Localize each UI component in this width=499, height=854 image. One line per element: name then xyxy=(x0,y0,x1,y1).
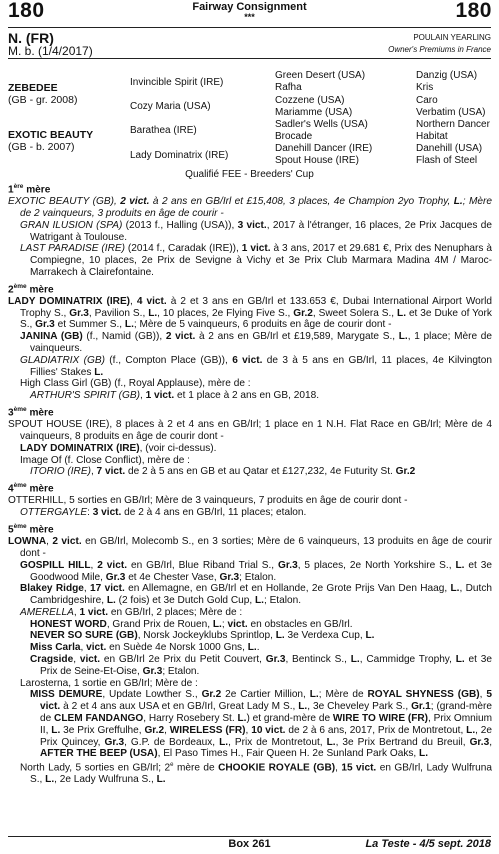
gen4-item: Kris xyxy=(416,82,434,93)
paragraph: OTTERHILL, 5 sorties en GB/Irl; Mère de 3 vainqueurs, 7 produits en âge de courir dont - xyxy=(8,495,408,507)
lot-number-left: 180 xyxy=(8,0,45,22)
gen3-item: Rafha xyxy=(275,82,302,93)
header-rule xyxy=(8,27,491,28)
consignor-stars: *** xyxy=(244,12,255,22)
sale-type: POULAIN YEARLING xyxy=(413,33,491,42)
paragraph: GRAN ILUSION (SPA) (2013 f., Halling (USA)), 3 vict., 2017 à l'étranger, 16 places, 2e Prix Jacques de Watrigant à Toulouse. xyxy=(20,219,492,243)
box-number: Box 261 xyxy=(228,838,271,850)
qualification: Qualifié FEE - Breeders' Cup xyxy=(185,169,314,180)
gen4-item: Caro xyxy=(416,95,438,106)
paragraph: AMERELLA, 1 vict. en GB/Irl, 2 places; Mère de : xyxy=(20,606,243,618)
premiums-note: Owner's Premiums in France xyxy=(388,45,491,54)
paragraph: SPOUT HOUSE (IRE), 8 places à 2 et 4 ans en GB/Irl; 1 place en 1 N.H. Flat Race en GB/Irl; Mère de 4 vainqueurs, 8 produits en âge de courir dont - xyxy=(8,419,492,443)
sire-sire: Invincible Spirit (IRE) xyxy=(130,77,224,88)
gen4-item: Danzig (USA) xyxy=(416,70,478,81)
paragraph: OTTERGAYLE: 3 vict. de 2 à 4 ans en GB/Irl, 11 places; etalon. xyxy=(20,507,307,519)
footer-rule xyxy=(8,836,491,837)
paragraph: ARTHUR'S SPIRIT (GB), 1 vict. et 1 place à 2 ans en GB, 2018. xyxy=(30,390,319,402)
paragraph: GOSPILL HILL, 2 vict. en GB/Irl, Blue Riband Trial S., Gr.3, 5 places, 2e North Yorkshire S., L. et 3e Goodwood Mile, Gr.3 et 4e Chester Vase, Gr.3; Etalon. xyxy=(20,559,492,583)
gen3-item: Cozzene (USA) xyxy=(275,95,345,106)
gen3-item: Green Desert (USA) xyxy=(275,70,366,81)
paragraph: EXOTIC BEAUTY (GB), 2 vict. à 2 ans en GB/Irl et £15,408, 3 places, 4e Champion 2yo Trophy, L.; Mère de 2 vainqueurs, 3 produits en âge de courir - xyxy=(8,196,492,219)
paragraph: HONEST WORD, Grand Prix de Rouen, L.; vict. en obstacles en GB/Irl. xyxy=(30,618,353,630)
horse-description: M. b. (1/4/2017) xyxy=(8,44,93,58)
dam-info: (GB - b. 2007) xyxy=(8,141,75,153)
pedigree-top-rule xyxy=(8,58,491,59)
dam-sire: Barathea (IRE) xyxy=(130,125,197,136)
section-fourth-dam: 4ème mère xyxy=(8,482,54,495)
sale-event: La Teste - 4/5 sept. 2018 xyxy=(365,838,491,850)
paragraph: LAST PARADISE (IRE) (2014 f., Caradak (IRE)), 1 vict. à 3 ans, 2017 et 29.681 €, Prix des Nenuphars à Compiegne, 10 places, 2e Prix de Sevigne à Vichy et 3e Prix Club Marmara Madina 4M / Maroc-Marrakech à Clairefontaine. xyxy=(20,243,493,278)
paragraph: LOWNA, 2 vict. en GB/Irl, Molecomb S., en 3 sorties; Mère de 6 vainqueurs, 13 produits en âge de courir dont - xyxy=(8,536,492,559)
gen4-item: Northern Dancer xyxy=(416,119,490,130)
section-fifth-dam: 5ème mère xyxy=(8,522,54,536)
gen4-item: Habitat xyxy=(416,131,448,142)
section-second-dam: 2ème mère xyxy=(8,282,54,296)
paragraph: ITORIO (IRE), 7 vict. de 2 à 5 ans en GB et au Qatar et £127,232, 4e Futurity St. Gr.2 xyxy=(30,466,416,478)
paragraph: Larosterna, 1 sortie en GB/Irl; Mère de : xyxy=(20,677,198,689)
gen3-item: Brocade xyxy=(275,131,313,142)
paragraph: LADY DOMINATRIX (IRE), 4 vict. à 2 et 3 ans en GB/Irl et 133.653 €, Dubai International Airport World Trophy S., Gr.3, Pavilion S., L., 10 places, 2e Flying Five S., Gr.2, Sweet Solera S., L. et 3e Duke of York S., Gr.3 et Summer S., L.; Mère de 5 vainqueurs, 6 produits en âge de courir dont - xyxy=(8,295,492,331)
gen4-item: Flash of Steel xyxy=(416,155,478,166)
dam-dam: Lady Dominatrix (IRE) xyxy=(130,150,229,161)
paragraph: Cragside, vict. en GB/Irl 2e Prix du Petit Couvert, Gr.3, Bentinck S., L., Cammidge Trophy, L. et 3e Prix de Seine-Et-Oise, Gr.3; Etalon. xyxy=(30,654,493,677)
gen3-item: Mariamme (USA) xyxy=(275,107,353,118)
horse-name: N. (FR) xyxy=(8,30,54,46)
paragraph: LADY DOMINATRIX (IRE), (voir ci-dessus). xyxy=(20,442,217,454)
sire-name: ZEBEDEE xyxy=(8,82,58,94)
paragraph: Image Of (f. Close Conflict), mère de : xyxy=(20,454,190,466)
gen4-item: Danehill (USA) xyxy=(416,143,483,154)
consignor-name: Fairway Consignment xyxy=(192,1,307,13)
gen4-item: Verbatim (USA) xyxy=(416,107,486,118)
family-body xyxy=(8,181,492,786)
paragraph: North Lady, 5 sorties en GB/Irl; 2e mère de CHOOKIE ROYALE (GB), 15 vict. en GB/Irl, Lady Wulfruna S., L., 2e Lady Wulfruna S., L. xyxy=(20,762,492,786)
paragraph: GLADIATRIX (GB) (f., Compton Place (GB)), 6 vict. de 3 à 5 ans en GB/Irl, 11 places, 4e Kilvington Fillies' Stakes L. xyxy=(20,354,492,378)
sire-info: (GB - gr. 2008) xyxy=(8,94,78,106)
sire-dam: Cozy Maria (USA) xyxy=(130,101,211,112)
paragraph: JANINA (GB) (f., Namid (GB)), 2 vict. à 2 ans en GB/Irl et £19,589, Marygate S., L., 1 place; Mère de vainqueurs. xyxy=(20,331,492,355)
paragraph: Blakey Ridge, 17 vict. en Allemagne, en GB/Irl et en Hollande, 2e Grote Prijs Van Den Haag, L., Dutch Cambridgeshire, L. (2 fois) et 3e Dutch Gold Cup, L.; Etalon. xyxy=(20,583,492,607)
lot-number-right: 180 xyxy=(455,0,492,22)
paragraph: High Class Girl (GB) (f., Royal Applause), mère de : xyxy=(20,378,251,390)
paragraph: Miss Carla, vict. en Suède 4e Norsk 1000 Gns, L.. xyxy=(30,642,260,654)
dam-name: EXOTIC BEAUTY xyxy=(8,129,94,141)
gen3-item: Spout House (IRE) xyxy=(275,155,359,166)
section-third-dam: 3ème mère xyxy=(8,406,54,419)
gen3-item: Danehill Dancer (IRE) xyxy=(275,143,373,154)
gen3-item: Sadler's Wells (USA) xyxy=(275,119,368,130)
section-first-dam: 1ère mère xyxy=(8,183,51,196)
paragraph: MISS DEMURE, Update Lowther S., Gr.2 2e Cartier Million, L.; Mère de ROYAL SHYNESS (GB), 5 vict. à 2 et 4 ans aux USA et en GB/Irl, Great Lady M S., L., 3e Cheveley Park S., Gr.1; (grand-mère de CLEM FANDANGO, Harry Rosebery St. L.) et grand-mère de WIRE TO WIRE (FR), Prix Omnium II, L. 3e Prix Greffulhe, Gr.2, WIRELESS (FR), 10 vict. de 2 à 6 ans, 2017, Prix de Montretout, L., 2e Prix Quincey, Gr.3, G.P. de Bordeaux, L., Prix de Montretout, L., 3e Prix Bertrand du Breuil, Gr.3, AFTER THE BEEP (USA), El Paso Times H., Fair Queen H. 2e Sunland Park Oaks, L. xyxy=(30,689,493,760)
paragraph: NEVER SO SURE (GB), Norsk Jockeyklubs Sprintlop, L. 3e Verdexa Cup, L. xyxy=(30,630,375,642)
